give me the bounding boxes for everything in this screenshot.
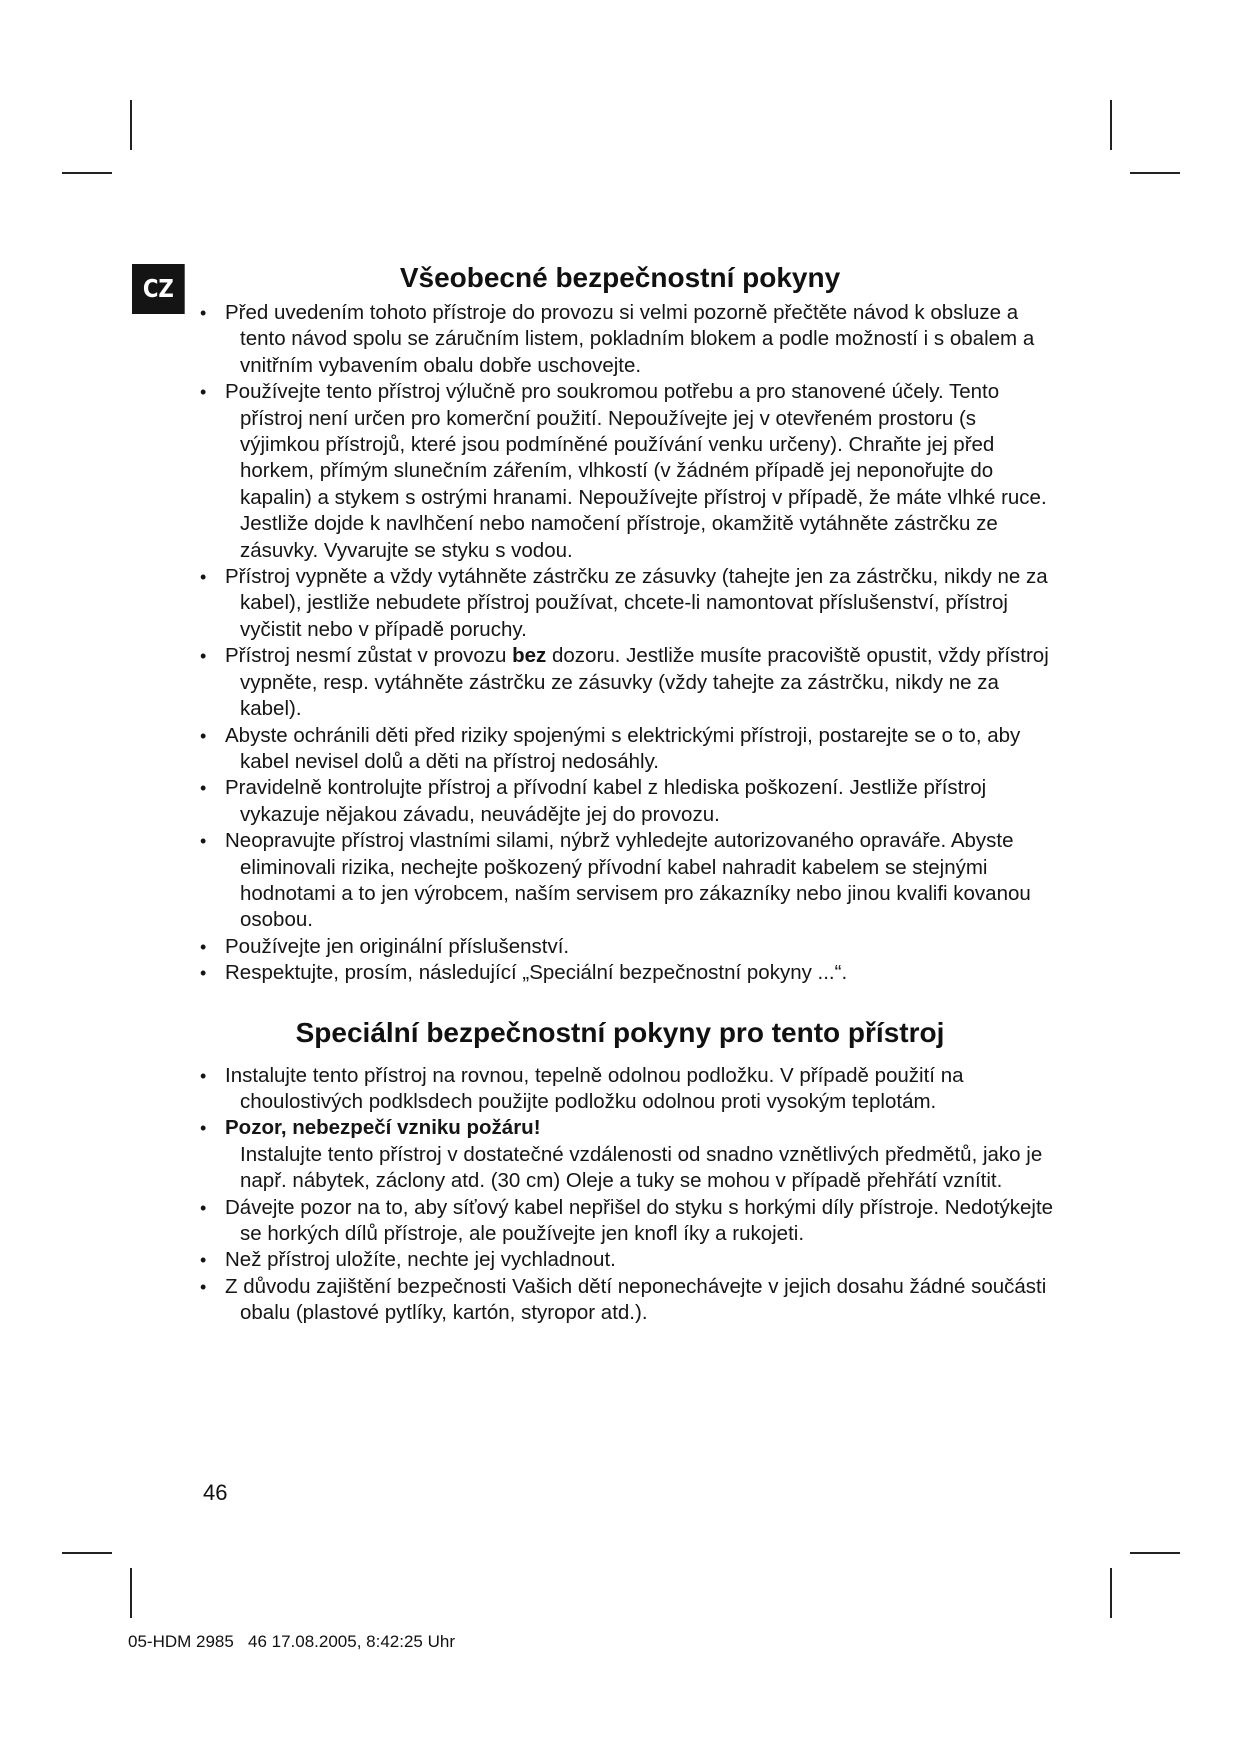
list-item: • Používejte jen originální příslušenství. bbox=[200, 934, 1060, 960]
list-item: • Z důvodu zajištění bezpečnosti Vašich dětí neponechávejte v jejich dosahu žádné součásti obalu (plastové pytlíky, kartón, styropor atd.). bbox=[200, 1274, 1060, 1327]
list-item-text: dozoru. Jestliže musíte pracoviště opustit, vždy přístroj vypněte, resp. vytáhněte zástrčku ze zásuvky (vždy tahejte za zástrčku, nikdy ne za kabel). bbox=[240, 644, 1049, 721]
crop-mark-bottom-left-horizontal bbox=[62, 1552, 112, 1554]
page-number: 46 bbox=[203, 1480, 228, 1505]
list-item: • Dávejte pozor na to, aby síťový kabel nepřišel do styku s horkými díly přístroje. Nedotýkejte se horkých dílů přístroje, ale používejte jen knofl íky a rukojeti. bbox=[200, 1195, 1060, 1248]
print-footer: 05-HDM 2985 46 17.08.2005, 8:42:25 Uhr bbox=[128, 1632, 455, 1651]
special-safety-heading: Speciální bezpečnostní pokyny pro tento přístroj bbox=[295, 1016, 945, 1048]
crop-mark-top-left-vertical bbox=[130, 100, 132, 150]
list-item: • Instalujte tento přístroj na rovnou, tepelně odolnou podložku. V případě použití na choulostivých podklsdech použijte podložku odolnou proti vysokým teplotám. bbox=[200, 1063, 1060, 1116]
general-safety-list bbox=[200, 300, 1060, 987]
language-badge: CZ bbox=[132, 264, 185, 314]
crop-mark-top-right-vertical bbox=[1110, 100, 1112, 150]
crop-mark-bottom-left-vertical bbox=[130, 1568, 132, 1618]
list-item: • Abyste ochránili děti před riziky spojenými s elektrickými přístroji, postarejte se o to, aby kabel nevisel dolů a děti na přístroj nedosáhly. bbox=[200, 723, 1060, 776]
list-item-fire-warning bbox=[200, 1115, 1060, 1194]
list-item: • Používejte tento přístroj výlučně pro soukromou potřebu a pro stanovené účely. Tento přístroj není určen pro komerční použití. Nepoužívejte jej v otevřeném prostoru (s výjimkou přístrojů, které jsou podmíněné používání venku určeny). Chraňte jej před horkem, přímým slunečním zářením, vlhkostí (v žádném případě jej neponořujte do kapalin) a stykem s ostrými hranami. Nepoužívejte přístroj v případě, že máte vlhké ruce. Jestliže dojde k navlhčení nebo namočení přístroje, okamžitě vytáhněte zástrčku ze zásuvky. Vyvarujte se styku s vodou. bbox=[200, 379, 1060, 564]
fire-warning-title: Pozor, nebezpečí vzniku požáru! bbox=[225, 1116, 541, 1140]
list-item bbox=[200, 643, 1060, 722]
list-item: • Pravidelně kontrolujte přístroj a přívodní kabel z hlediska poškození. Jestliže přístroj vykazuje nějakou závadu, neuvádějte jej do provozu. bbox=[200, 775, 1060, 828]
special-safety-list bbox=[200, 1063, 1060, 1327]
list-item: • Než přístroj uložíte, nechte jej vychladnout. bbox=[200, 1247, 1060, 1273]
list-item: • Přístroj vypněte a vždy vytáhněte zástrčku ze zásuvky (tahejte jen za zástrčku, nikdy ne za kabel), jestliže nebudete přístroj používat, chcete-li namontovat příslušenství, přístroj vyčistit nebo v případě poruchy. bbox=[200, 564, 1060, 643]
document-body bbox=[200, 258, 1060, 1327]
crop-mark-top-left-horizontal bbox=[62, 172, 112, 174]
list-item: • Před uvedením tohoto přístroje do provozu si velmi pozorně přečtěte návod k obsluze a tento návod spolu se záručním listem, pokladním blokem a podle možností i s obalem a vnitřním vybavením obalu dobře uschovejte. bbox=[200, 300, 1060, 379]
list-item: • Respektujte, prosím, následující „Speciální bezpečnostní pokyny ...“. bbox=[200, 960, 1060, 986]
crop-mark-bottom-right-horizontal bbox=[1130, 1552, 1180, 1554]
emphasis-text: bez bbox=[512, 644, 547, 668]
general-safety-heading: Všeobecné bezpečnostní pokyny bbox=[399, 262, 841, 293]
list-item-text: Přístroj nesmí zůstat v provozu bbox=[225, 644, 513, 668]
list-item: • Neopravujte přístroj vlastními silami, nýbrž vyhledejte autorizovaného opraváře. Abyste eliminovali rizika, nechejte poškozený přívodní kabel nahradit kabelem se stejnými hodnotami a to jen výrobcem, naším servisem pro zákazníky nebo jinou kvalifi kovanou osobou. bbox=[200, 828, 1060, 934]
crop-mark-top-right-horizontal bbox=[1130, 172, 1180, 174]
fire-warning-text: Instalujte tento přístroj v dostatečné vzdálenosti od snadno vznětlivých předmětů, jako je např. nábytek, záclony atd. (30 cm) Oleje a tuky se mohou v případě přehřátí vznítit. bbox=[240, 1142, 1043, 1193]
crop-mark-bottom-right-vertical bbox=[1110, 1568, 1112, 1618]
